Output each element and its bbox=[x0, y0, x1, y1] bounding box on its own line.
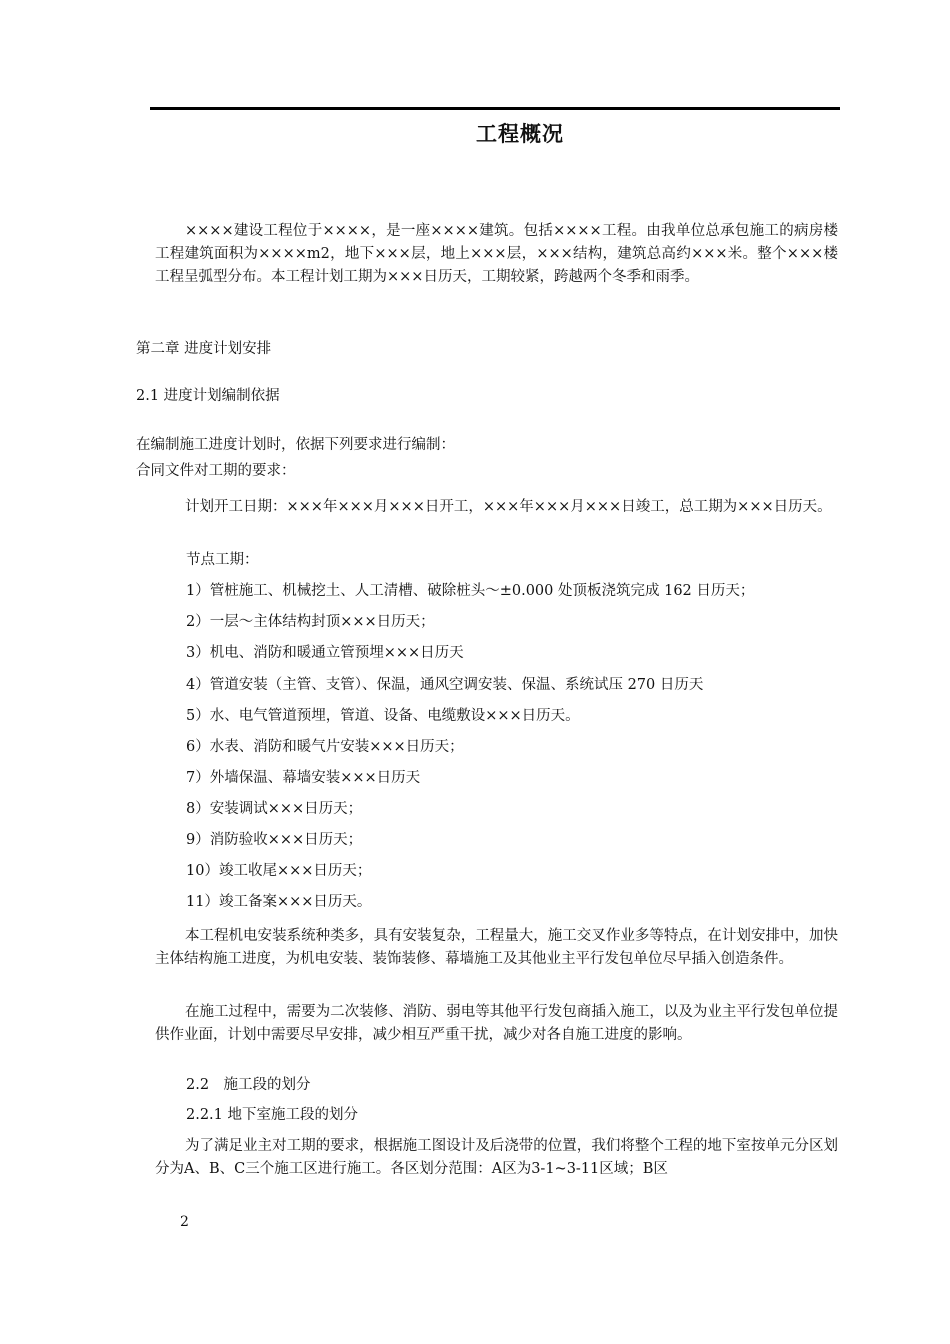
node-title: 节点工期： bbox=[186, 552, 259, 568]
contract-line: 合同文件对工期的要求： bbox=[136, 463, 296, 479]
section-heading-2-2-1: 2.2.1 地下室施工段的划分 bbox=[186, 1107, 359, 1123]
basis-line: 在编制施工进度计划时，依据下列要求进行编制： bbox=[136, 437, 455, 453]
node-item: 9）消防验收×××日历天； bbox=[186, 832, 363, 848]
plan-period-paragraph: 计划开工日期：×××年×××月×××日开工，×××年×××月×××日竣工，总工期为×××日历天。 bbox=[185, 499, 832, 515]
node-item: 11）竣工备案×××日历天。 bbox=[186, 894, 372, 910]
page-number: 2 bbox=[180, 1214, 189, 1230]
basement-paragraph: 为了满足业主对工期的要求，根据施工图设计及后浇带的位置，我们将整个工程的地下室按单元分区划分为A、B、C三个施工区进行施工。各区划分范围：A区为3-1~3-11区域；B区 bbox=[155, 1138, 838, 1177]
node-item: 3）机电、消防和暖通立管预埋×××日历天 bbox=[186, 645, 464, 661]
node-item: 1）管桩施工、机械挖土、人工清槽、破除桩头～±0.000 处顶板浇筑完成 162 日历天； bbox=[186, 583, 755, 599]
intro-paragraph: ××××建设工程位于××××，是一座××××建筑。包括××××工程。由我单位总承包施工的病房楼工程建筑面积为××××m2，地下×××层，地上×××层，×××结构，建筑总高约×××米。整个×××楼工程呈弧型分布。本工程计划工期为×××日历天，工期较紧，跨越两个冬季和雨季。 bbox=[155, 223, 838, 285]
node-item: 8）安装调试×××日历天； bbox=[186, 801, 363, 817]
chapter-heading: 第二章 进度计划安排 bbox=[136, 341, 272, 357]
node-item: 4）管道安装（主管、支管）、保温，通风空调安装、保温、系统试压 270 日历天 bbox=[186, 677, 704, 693]
node-item: 2）一层～主体结构封顶×××日历天； bbox=[186, 614, 435, 630]
mep-paragraph: 本工程机电安装系统种类多，具有安装复杂，工程量大，施工交叉作业多等特点，在计划安排中，加快主体结构施工进度，为机电安装、装饰装修、幕墙施工及其他业主平行发包单位尽早插入创造条件。 bbox=[155, 928, 838, 967]
section-heading-2-2: 2.2 施工段的划分 bbox=[186, 1077, 311, 1093]
node-item: 5）水、电气管道预埋，管道、设备、电缆敷设×××日历天。 bbox=[186, 708, 580, 724]
node-item: 10）竣工收尾×××日历天； bbox=[186, 863, 372, 879]
process-paragraph: 在施工过程中，需要为二次装修、消防、弱电等其他平行发包商插入施工，以及为业主平行发包单位提供作业面，计划中需要尽早安排，减少相互严重干扰，减少对各自施工进度的影响。 bbox=[155, 1004, 838, 1043]
page-title: 工程概况 bbox=[476, 122, 564, 146]
header-rule bbox=[150, 107, 840, 110]
section-heading-2-1: 2.1 进度计划编制依据 bbox=[136, 388, 280, 404]
node-item: 7）外墙保温、幕墙安装×××日历天 bbox=[186, 770, 421, 786]
node-item: 6）水表、消防和暖气片安装×××日历天； bbox=[186, 739, 464, 755]
